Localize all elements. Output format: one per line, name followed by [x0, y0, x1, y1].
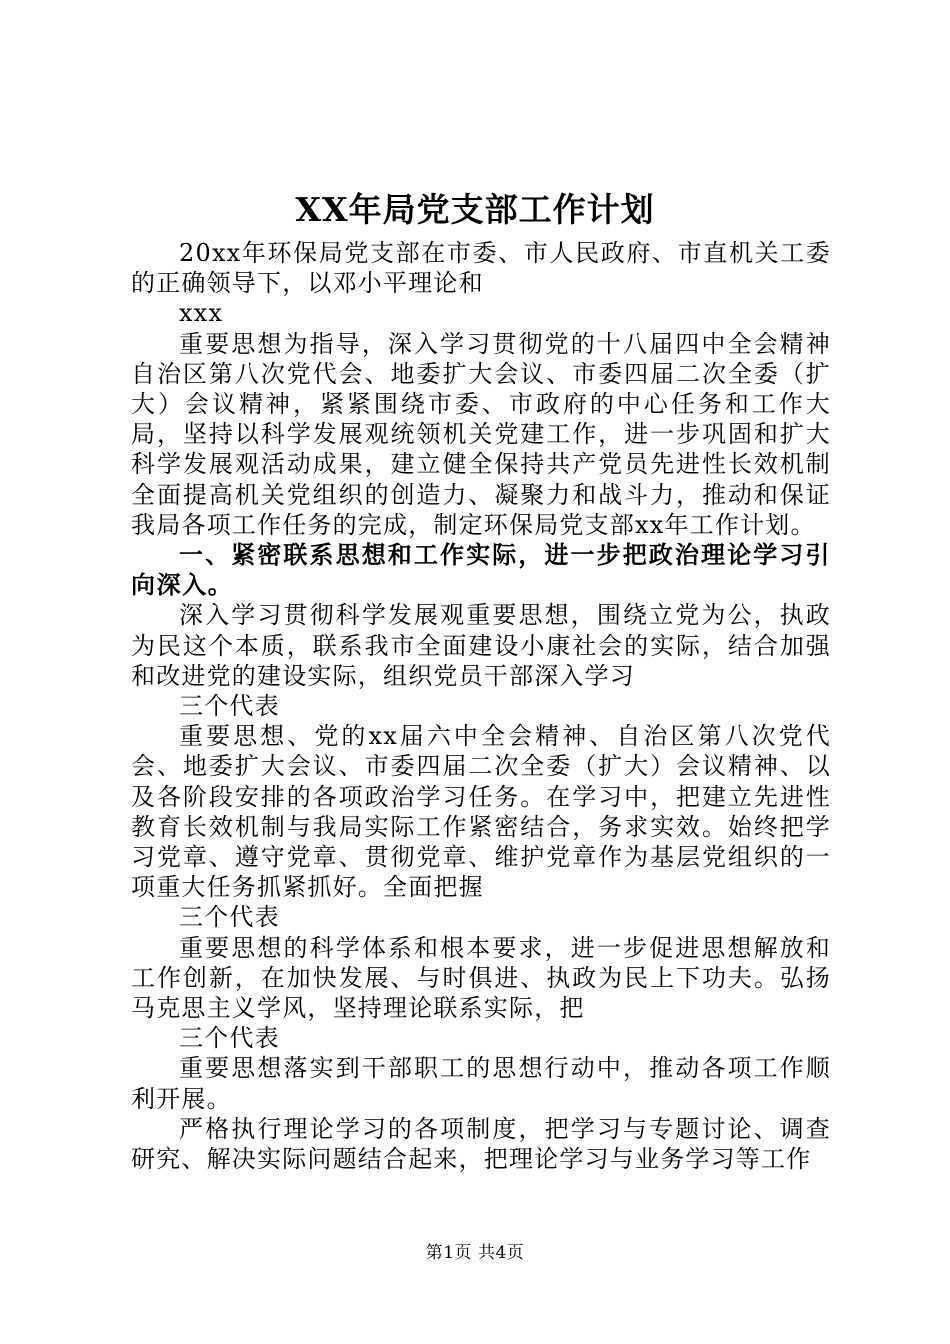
body-paragraph: 重要思想、党的xx届六中全会精神、自治区第八次党代会、地委扩大会议、市委四届二次全委（扩大）会议精神、以及各阶段安排的各项政治学习任务。在学习中，把建立先进性教育长效机制与我局实际工作紧密结合，务求实效。始终把学习党章、遵守党章、贯彻党章、维护党章作为基层党组织的一项重大任务抓紧抓好。全面把握 — [131, 722, 831, 902]
body-paragraph: 重要思想为指导，深入学习贯彻党的十八届四中全会精神自治区第八次党代会、地委扩大会议、市委四届二次全委（扩大）会议精神，紧紧围绕市委、市政府的中心任务和工作大局，坚持以科学发展观统领机关党建工作，进一步巩固和扩大科学发展观活动成果，建立健全保持共产党员先进性长效机制全面提高机关党组织的创造力、凝聚力和战斗力，推动和保证我局各项工作任务的完成，制定环保局党支部xx年工作计划。 — [131, 329, 831, 539]
body-paragraph: 重要思想落实到干部职工的思想行动中，推动各项工作顺利开展。 — [131, 1054, 831, 1113]
body-paragraph: xxx — [179, 299, 224, 328]
body-paragraph: 三个代表 — [179, 1024, 280, 1053]
body-paragraph: 三个代表 — [179, 692, 280, 721]
document-title: XX年局党支部工作计划 — [295, 190, 655, 229]
document-body — [131, 238, 831, 1174]
body-paragraph: 20xx年环保局党支部在市委、市人民政府、市直机关工委的正确领导下，以邓小平理论和 — [131, 239, 831, 298]
page-number-footer: 第1页 共4页 — [425, 1243, 525, 1263]
body-paragraph: 严格执行理论学习的各项制度，把学习与专题讨论、调查研究、解决实际问题结合起来，把理论学习与业务学习等工作 — [131, 1114, 831, 1174]
body-paragraph: 深入学习贯彻科学发展观重要思想，围绕立党为公，执政为民这个本质，联系我市全面建设小康社会的实际，结合加强和改进党的建设实际，组织党员干部深入学习 — [131, 601, 831, 690]
section-heading: 一、紧密联系思想和工作实际，进一步把政治理论学习引向深入。 — [131, 541, 831, 600]
body-paragraph: 重要思想的科学体系和根本要求，进一步促进思想解放和工作创新，在加快发展、与时俱进、执政为民上下功夫。弘扬马克思主义学风，坚持理论联系实际，把 — [131, 933, 831, 1023]
body-paragraph: 三个代表 — [179, 903, 280, 932]
